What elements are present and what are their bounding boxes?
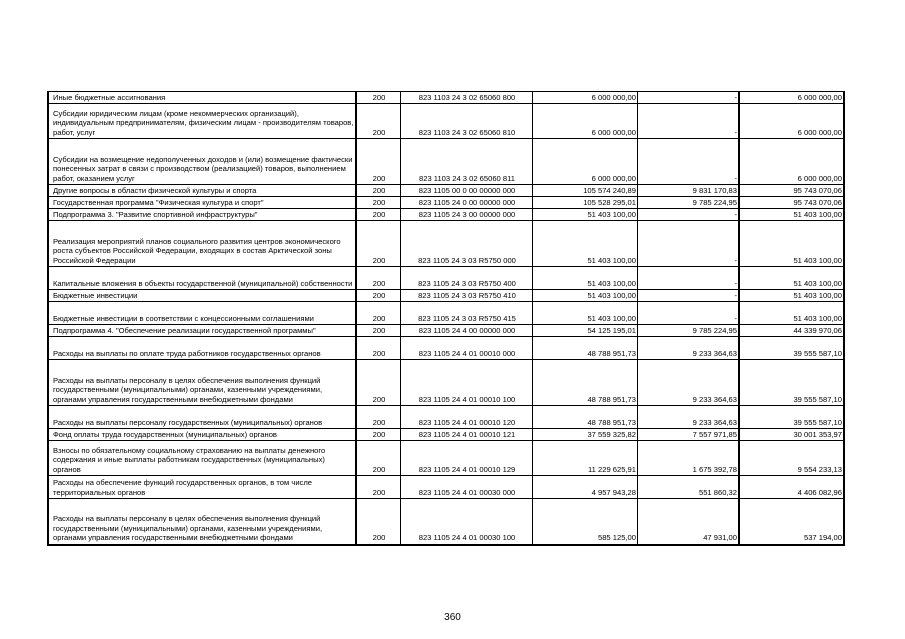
table-row xyxy=(48,476,844,499)
table-row xyxy=(48,406,844,429)
row-value-3-cell: 537 194,00 xyxy=(739,499,844,545)
table-row xyxy=(48,290,844,302)
row-value-1-cell: 11 229 625,91 xyxy=(533,441,638,476)
row-name-cell: Расходы на выплаты персоналу в целях обеспечения выполнения функций государственными (муниципальными) органами, казенными учреждениями, органами управления государственными внебюджетными фондами xyxy=(48,360,356,406)
row-value-1-cell: 51 403 100,00 xyxy=(533,209,638,221)
row-value-1-cell: 585 125,00 xyxy=(533,499,638,545)
row-value-1-cell: 4 957 943,28 xyxy=(533,476,638,499)
row-value-2-cell: - xyxy=(638,92,740,104)
row-admin-code-cell: 200 xyxy=(356,476,401,499)
row-value-2-cell: 9 785 224,95 xyxy=(638,325,740,337)
row-value-2-cell: 9 785 224,95 xyxy=(638,197,740,209)
row-admin-code-cell: 200 xyxy=(356,302,401,325)
row-name-cell: Расходы на выплаты персоналу в целях обеспечения выполнения функций государственными (муниципальными) органами, казенными учреждениями, органами управления государственными внебюджетными фондами xyxy=(48,499,356,545)
row-admin-code-cell: 200 xyxy=(356,221,401,267)
row-value-1-cell: 6 000 000,00 xyxy=(533,104,638,139)
table-row xyxy=(48,325,844,337)
table-row xyxy=(48,197,844,209)
row-admin-code-cell: 200 xyxy=(356,290,401,302)
table-row xyxy=(48,429,844,441)
table-row xyxy=(48,360,844,406)
row-admin-code-cell: 200 xyxy=(356,92,401,104)
row-value-1-cell: 48 788 951,73 xyxy=(533,406,638,429)
row-name-cell: Расходы на выплаты персоналу государственных (муниципальных) органов xyxy=(48,406,356,429)
row-value-2-cell: - xyxy=(638,209,740,221)
row-value-2-cell: - xyxy=(638,104,740,139)
row-budget-code-cell: 823 1103 24 3 02 65060 810 xyxy=(401,104,533,139)
row-admin-code-cell: 200 xyxy=(356,360,401,406)
row-name-cell: Иные бюджетные ассигнования xyxy=(48,92,356,104)
row-value-3-cell: 39 555 587,10 xyxy=(739,360,844,406)
row-name-cell: Другие вопросы в области физической культуры и спорта xyxy=(48,185,356,197)
row-value-3-cell: 4 406 082,96 xyxy=(739,476,844,499)
row-budget-code-cell: 823 1105 24 3 03 R5750 415 xyxy=(401,302,533,325)
row-value-3-cell: 39 555 587,10 xyxy=(739,406,844,429)
row-value-3-cell: 9 554 233,13 xyxy=(739,441,844,476)
row-admin-code-cell: 200 xyxy=(356,139,401,185)
row-value-2-cell: - xyxy=(638,139,740,185)
row-budget-code-cell: 823 1105 24 0 00 00000 000 xyxy=(401,197,533,209)
row-budget-code-cell: 823 1105 24 3 03 R5750 400 xyxy=(401,267,533,290)
row-value-2-cell: 7 557 971,85 xyxy=(638,429,740,441)
row-value-2-cell: - xyxy=(638,267,740,290)
row-budget-code-cell: 823 1105 24 3 03 R5750 410 xyxy=(401,290,533,302)
row-name-cell: Расходы на выплаты по оплате труда работников государственных органов xyxy=(48,337,356,360)
table-row xyxy=(48,92,844,104)
row-value-3-cell: 6 000 000,00 xyxy=(739,92,844,104)
row-value-3-cell: 6 000 000,00 xyxy=(739,139,844,185)
row-value-2-cell: 9 233 364,63 xyxy=(638,337,740,360)
row-admin-code-cell: 200 xyxy=(356,441,401,476)
row-admin-code-cell: 200 xyxy=(356,325,401,337)
row-name-cell: Расходы на обеспечение функций государственных органов, в том числе территориальных органов xyxy=(48,476,356,499)
row-name-cell: Реализация мероприятий планов социального развития центров экономического роста субъектов Российской Федерации, входящих в состав Арктической зоны Российской Федерации xyxy=(48,221,356,267)
row-admin-code-cell: 200 xyxy=(356,104,401,139)
table-row xyxy=(48,499,844,545)
row-budget-code-cell: 823 1105 24 4 00 00000 000 xyxy=(401,325,533,337)
row-value-1-cell: 48 788 951,73 xyxy=(533,360,638,406)
row-value-3-cell: 95 743 070,06 xyxy=(739,197,844,209)
table-row xyxy=(48,337,844,360)
row-name-cell: Государственная программа "Физическая культура и спорт" xyxy=(48,197,356,209)
table-row xyxy=(48,302,844,325)
row-value-2-cell: 9 831 170,83 xyxy=(638,185,740,197)
table-row xyxy=(48,139,844,185)
table-row xyxy=(48,441,844,476)
row-value-1-cell: 105 574 240,89 xyxy=(533,185,638,197)
row-budget-code-cell: 823 1105 24 4 01 00010 000 xyxy=(401,337,533,360)
row-value-3-cell: 51 403 100,00 xyxy=(739,302,844,325)
row-value-3-cell: 95 743 070,06 xyxy=(739,185,844,197)
row-value-1-cell: 37 559 325,82 xyxy=(533,429,638,441)
row-value-2-cell: 551 860,32 xyxy=(638,476,740,499)
row-value-2-cell: - xyxy=(638,302,740,325)
row-value-1-cell: 48 788 951,73 xyxy=(533,337,638,360)
row-budget-code-cell: 823 1105 24 4 01 00010 121 xyxy=(401,429,533,441)
row-value-2-cell: - xyxy=(638,290,740,302)
row-value-1-cell: 51 403 100,00 xyxy=(533,302,638,325)
row-admin-code-cell: 200 xyxy=(356,267,401,290)
row-value-3-cell: 30 001 353,97 xyxy=(739,429,844,441)
row-budget-code-cell: 823 1105 24 4 01 00010 120 xyxy=(401,406,533,429)
row-value-3-cell: 44 339 970,06 xyxy=(739,325,844,337)
row-budget-code-cell: 823 1105 24 4 01 00010 100 xyxy=(401,360,533,406)
row-budget-code-cell: 823 1105 24 4 01 00030 100 xyxy=(401,499,533,545)
row-budget-code-cell: 823 1103 24 3 02 65060 800 xyxy=(401,92,533,104)
page-number: 360 xyxy=(444,612,461,623)
row-value-3-cell: 6 000 000,00 xyxy=(739,104,844,139)
row-value-1-cell: 6 000 000,00 xyxy=(533,139,638,185)
row-value-2-cell: 1 675 392,78 xyxy=(638,441,740,476)
row-budget-code-cell: 823 1105 24 3 03 R5750 000 xyxy=(401,221,533,267)
row-admin-code-cell: 200 xyxy=(356,185,401,197)
row-name-cell: Субсидии юридическим лицам (кроме некоммерческих организаций), индивидуальным предпринимателям, физическим лицам - производителям товаров, работ, услуг xyxy=(48,104,356,139)
row-value-2-cell: 9 233 364,63 xyxy=(638,406,740,429)
table-row xyxy=(48,104,844,139)
row-name-cell: Фонд оплаты труда государственных (муниципальных) органов xyxy=(48,429,356,441)
row-value-2-cell: 47 931,00 xyxy=(638,499,740,545)
table-row xyxy=(48,267,844,290)
row-budget-code-cell: 823 1105 24 4 01 00010 129 xyxy=(401,441,533,476)
row-value-3-cell: 39 555 587,10 xyxy=(739,337,844,360)
row-name-cell: Бюджетные инвестиции в соответствии с концессионными соглашениями xyxy=(48,302,356,325)
row-admin-code-cell: 200 xyxy=(356,337,401,360)
row-value-1-cell: 51 403 100,00 xyxy=(533,221,638,267)
budget-table xyxy=(47,91,845,546)
row-value-1-cell: 51 403 100,00 xyxy=(533,267,638,290)
row-value-2-cell: 9 233 364,63 xyxy=(638,360,740,406)
row-value-3-cell: 51 403 100,00 xyxy=(739,290,844,302)
row-budget-code-cell: 823 1105 00 0 00 00000 000 xyxy=(401,185,533,197)
row-value-1-cell: 51 403 100,00 xyxy=(533,290,638,302)
row-name-cell: Подпрограмма 3. "Развитие спортивной инфраструктуры" xyxy=(48,209,356,221)
row-value-1-cell: 54 125 195,01 xyxy=(533,325,638,337)
row-admin-code-cell: 200 xyxy=(356,499,401,545)
row-name-cell: Субсидии на возмещение недополученных доходов и (или) возмещение фактически понесенных затрат в связи с производством (реализацией) товаров, выполнением работ, оказанием услуг xyxy=(48,139,356,185)
row-value-1-cell: 105 528 295,01 xyxy=(533,197,638,209)
row-admin-code-cell: 200 xyxy=(356,209,401,221)
row-name-cell: Бюджетные инвестиции xyxy=(48,290,356,302)
row-budget-code-cell: 823 1105 24 4 01 00030 000 xyxy=(401,476,533,499)
table-row xyxy=(48,221,844,267)
row-budget-code-cell: 823 1103 24 3 02 65060 811 xyxy=(401,139,533,185)
row-name-cell: Капитальные вложения в объекты государственной (муниципальной) собственности xyxy=(48,267,356,290)
table-row xyxy=(48,185,844,197)
row-budget-code-cell: 823 1105 24 3 00 00000 000 xyxy=(401,209,533,221)
row-admin-code-cell: 200 xyxy=(356,197,401,209)
row-value-1-cell: 6 000 000,00 xyxy=(533,92,638,104)
row-admin-code-cell: 200 xyxy=(356,406,401,429)
row-value-3-cell: 51 403 100,00 xyxy=(739,221,844,267)
row-name-cell: Подпрограмма 4. "Обеспечение реализации государственной программы" xyxy=(48,325,356,337)
row-name-cell: Взносы по обязательному социальному страхованию на выплаты денежного содержания и иные выплаты работникам государственных (муниципальных) органов xyxy=(48,441,356,476)
row-value-2-cell: - xyxy=(638,221,740,267)
row-admin-code-cell: 200 xyxy=(356,429,401,441)
row-value-3-cell: 51 403 100,00 xyxy=(739,267,844,290)
table-row xyxy=(48,209,844,221)
row-value-3-cell: 51 403 100,00 xyxy=(739,209,844,221)
